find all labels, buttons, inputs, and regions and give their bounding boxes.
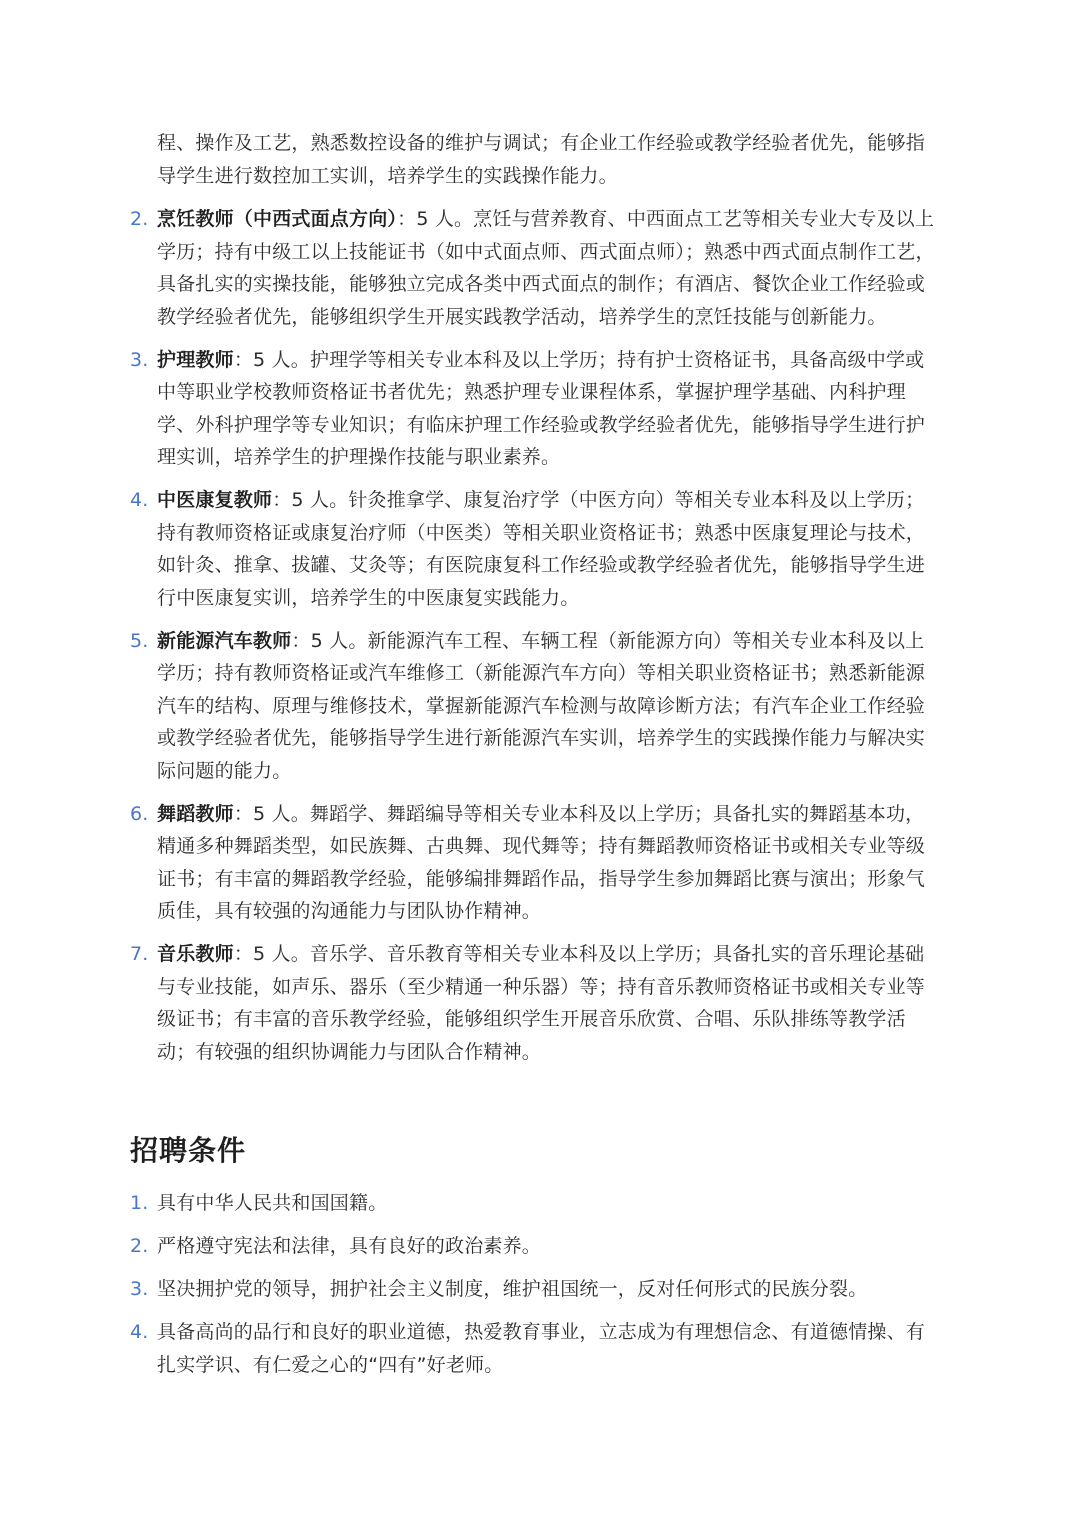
position-description: 5 人。新能源汽车工程、车辆工程（新能源方向）等相关专业本科及以上学历；持有教师资格证或汽车维修工（新能源汽车方向）等相关职业资格证书；熟悉新能源汽车的结构、原理与维修技术，掌握新能源汽车检测与故障诊断方法；有汽车企业工作经验或教学经验者优先，能够指导学生进行新能源汽车实训，培养学生的实践操作能力与解决实际问题的能力。 bbox=[157, 629, 926, 782]
list-number: 1. bbox=[130, 1192, 149, 1214]
list-number: 7. bbox=[130, 943, 149, 965]
list-number: 5. bbox=[130, 629, 149, 652]
position-description: 5 人。针灸推拿学、康复治疗学（中医方向）等相关专业本科及以上学历；持有教师资格证或康复治疗师（中医类）等相关职业资格证书；熟悉中医康复理论与技术，如针灸、推拿、拔罐、艾灸等；有医院康复科工作经验或教学经验者优先，能够指导学生进行中医康复实训，培养学生的中医康复实践能力。 bbox=[157, 489, 926, 609]
position-title: 音乐教师 bbox=[157, 943, 234, 965]
condition-item bbox=[130, 1230, 940, 1263]
position-item bbox=[130, 203, 940, 333]
list-number: 4. bbox=[130, 489, 149, 511]
list-number: 4. bbox=[130, 1321, 149, 1343]
condition-text: 严格遵守宪法和法律，具有良好的政治素养。 bbox=[157, 1235, 542, 1257]
position-description: 5 人。舞蹈学、舞蹈编导等相关专业本科及以上学历；具备扎实的舞蹈基本功，精通多种舞蹈类型，如民族舞、古典舞、现代舞等；持有舞蹈教师资格证书或相关专业等级证书；有丰富的舞蹈教学经验，能够编排舞蹈作品，指导学生参加舞蹈比赛与演出；形象气质佳，具有较强的沟通能力与团队协作精神。 bbox=[157, 802, 926, 922]
position-title: 烹饪教师（中西式面点方向） bbox=[157, 208, 398, 230]
condition-item bbox=[130, 1273, 940, 1306]
position-item bbox=[130, 798, 940, 928]
position-title: 新能源汽车教师 bbox=[157, 629, 292, 652]
list-number: 2. bbox=[130, 1235, 149, 1257]
separator: ： bbox=[291, 629, 311, 652]
separator: ： bbox=[233, 348, 254, 371]
list-number: 3. bbox=[130, 1278, 149, 1300]
position-description: 5 人。音乐学、音乐教育等相关专业本科及以上学历；具备扎实的音乐理论基础与专业技能，如声乐、器乐（至少精通一种乐器）等；持有音乐教师资格证书或相关专业等级证书；有丰富的音乐教学经验，能够组织学生开展音乐欣赏、合唱、乐队排练等教学活动；有较强的组织协调能力与团队合作精神。 bbox=[157, 943, 926, 1063]
position-title: 舞蹈教师 bbox=[157, 802, 234, 825]
position-item bbox=[130, 344, 940, 474]
position-description: 5 人。护理学等相关专业本科及以上学历；持有护士资格证书，具备高级中学或中等职业学校教师资格证书者优先；熟悉护理专业课程体系，掌握护理学基础、内科护理学、外科护理学等专业知识；有临床护理工作经验或教学经验者优先，能够指导学生进行护理实训，培养学生的护理操作技能与职业素养。 bbox=[157, 348, 926, 468]
condition-item bbox=[130, 1187, 940, 1220]
position-item bbox=[130, 938, 940, 1068]
position-item bbox=[130, 484, 940, 614]
position-item bbox=[130, 625, 940, 788]
list-number: 3. bbox=[130, 348, 149, 371]
separator: ： bbox=[233, 943, 254, 965]
separator: ： bbox=[272, 489, 292, 511]
section-heading: 招聘条件 bbox=[130, 1134, 247, 1167]
positions-list bbox=[130, 203, 940, 1079]
conditions-list bbox=[130, 1187, 940, 1392]
continuation-paragraph: 程、操作及工艺，熟悉数控设备的维护与调试；有企业工作经验或教学经验者优先，能够指导学生进行数控加工实训，培养学生的实践操作能力。 bbox=[157, 132, 926, 187]
separator: ： bbox=[233, 802, 254, 825]
condition-text: 具备高尚的品行和良好的职业道德，热爱教育事业，立志成为有理想信念、有道德情操、有扎实学识、有仁爱之心的“四有”好老师。 bbox=[157, 1321, 926, 1376]
list-number: 6. bbox=[130, 802, 149, 825]
condition-text: 坚决拥护党的领导，拥护社会主义制度，维护祖国统一，反对任何形式的民族分裂。 bbox=[157, 1278, 868, 1300]
position-title: 护理教师 bbox=[157, 348, 234, 371]
condition-item bbox=[130, 1316, 940, 1381]
position-description: 5 人。烹饪与营养教育、中西面点工艺等相关专业大专及以上学历；持有中级工以上技能证书（如中式面点师、西式面点师）；熟悉中西式面点制作工艺，具备扎实的实操技能，能够独立完成各类中西式面点的制作；有酒店、餐饮企业工作经验或教学经验者优先，能够组织学生开展实践教学活动，培养学生的烹饪技能与创新能力。 bbox=[157, 208, 935, 328]
condition-text: 具有中华人民共和国国籍。 bbox=[157, 1192, 388, 1214]
list-number: 2. bbox=[130, 208, 149, 230]
position-title: 中医康复教师 bbox=[157, 489, 273, 511]
separator: ： bbox=[397, 208, 417, 230]
